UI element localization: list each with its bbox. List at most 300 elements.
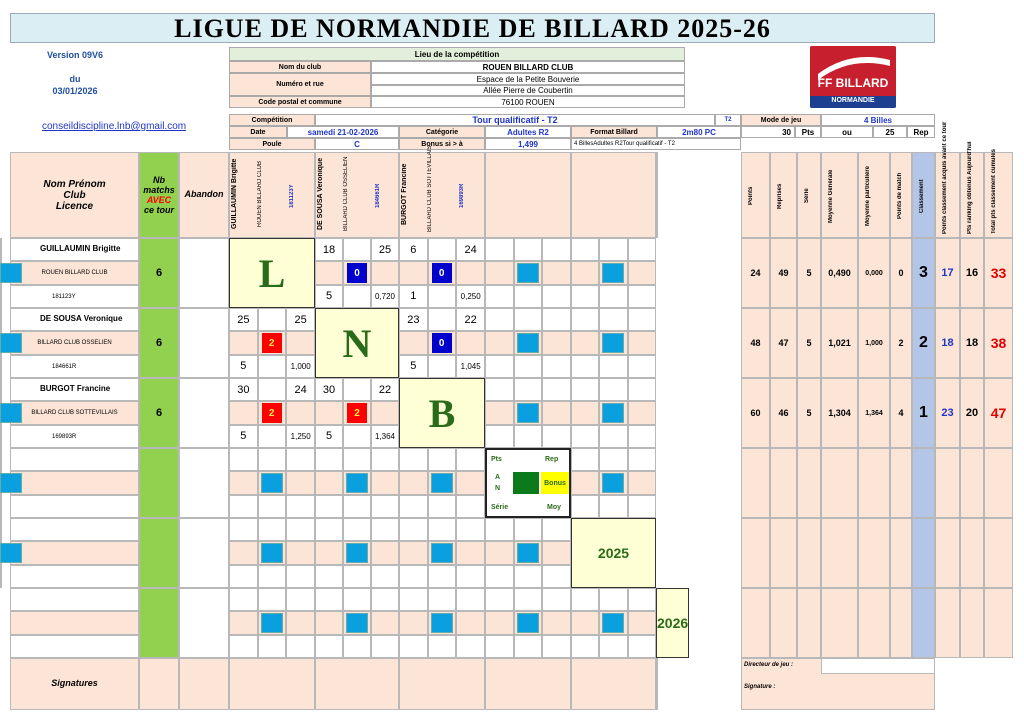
page-title: LIGUE DE NORMANDIE DE BILLARD 2025-26 [10,13,935,43]
opponent-club: BILLARD CLUB SOTTEVILLAIS [427,145,433,232]
score-square[interactable] [346,473,368,493]
signature-cell[interactable] [399,658,485,710]
match-cell [571,611,599,634]
match-cell [229,448,258,471]
match-cell [428,448,457,471]
match-cell [399,448,428,471]
match-cell [571,378,599,401]
abandon-header: Abandon [179,152,229,238]
match-cell [371,541,399,564]
opponent-licence: 181123Y [289,184,295,208]
stat-cell [797,518,821,588]
match-cell [371,495,399,518]
match-points: 30 [237,383,250,396]
match-cell [542,238,571,261]
legend-green-square [513,472,539,494]
email-link[interactable]: conseildiscipline.lnb@gmail.com [42,121,187,132]
opponent-club: BILLARD CLUB OSSELIEN [343,156,349,232]
player-name: BURGOT Francine [40,384,111,393]
match-cell [599,425,627,448]
nb-header-line: matchs [143,185,175,195]
match-reprises: 25 [294,313,307,326]
stat-cell [890,518,912,588]
match-cell [456,588,485,611]
match-cell [628,495,656,518]
match-cell [485,238,514,261]
score-square[interactable] [261,543,283,563]
match-cell [343,378,371,401]
match-cell [514,308,543,331]
stat-header: Série [804,188,810,204]
match-cell [399,261,428,284]
match-cell [0,448,2,471]
match-cell [485,378,514,401]
match-cell [599,285,627,308]
match-cell [514,565,543,588]
match-cell [542,331,571,354]
match-cell [456,565,485,588]
score-square[interactable] [602,473,624,493]
match-cell [315,541,343,564]
match-cell [315,471,343,494]
name-cell [10,518,139,541]
match-cell [399,588,428,611]
opponent-header [571,152,656,238]
match-cell [428,495,457,518]
match-cell [485,261,514,284]
nb-matchs-value: 6 [155,267,163,279]
stat-cell [935,588,960,658]
match-cell [571,238,599,261]
match-cell [258,565,287,588]
nb-matchs-cell [139,448,179,518]
rue-label: Numéro et rue [229,73,371,96]
stat-cell [741,448,770,518]
stat-header-cell [770,152,797,238]
stat-value: 5 [806,408,812,418]
mode-value: 4 Billes [821,114,935,126]
match-cell [599,378,627,401]
match-reprises: 24 [464,243,477,256]
logo-text: FF BILLARD [817,76,889,90]
match-cell [399,471,428,494]
match-cell [0,425,2,448]
cat-value: Adultes R2 [485,126,571,138]
stat-header-cell [858,152,890,238]
diagonal-initial: L [229,238,315,308]
match-cell [371,401,399,424]
match-cell [258,355,287,378]
match-cell [399,541,428,564]
stat-value: 16 [965,267,979,279]
stat-cell [890,448,912,518]
stat-cell [821,588,858,658]
stat-value: 5 [806,268,812,278]
score-square[interactable] [517,333,539,353]
legend-pts: Pts [491,456,502,463]
comp-desc: 4 BillesAdultes R2Tour qualificatif - T2 [571,138,741,150]
match-cell [628,635,656,658]
match-cell [628,611,656,634]
document-date: 03/01/2026 [52,86,98,96]
score-square[interactable] [431,543,453,563]
stat-value: 49 [778,268,789,278]
nb-matchs-header [139,152,179,238]
match-cell [599,448,627,471]
match-cell [229,518,258,541]
match-cell [428,285,457,308]
match-cell [286,331,315,354]
match-cell [343,518,371,541]
stat-cell [960,518,984,588]
match-cell [485,635,514,658]
match-cell [628,308,656,331]
match-cell [0,518,2,541]
match-cell [286,401,315,424]
poule-label: Poule [229,138,315,150]
match-moyenne: 1,250 [290,431,311,441]
abandon-cell[interactable] [179,378,229,448]
match-cell [599,588,627,611]
signature-cell[interactable] [179,658,229,710]
match-cell [258,425,287,448]
signature-cell[interactable] [571,658,656,710]
match-cell [456,518,485,541]
opponent-licence: 184661R [375,183,381,209]
match-cell [485,541,514,564]
logo-sub: NORMANDIE [831,97,875,104]
stat-cell [960,448,984,518]
date-value: samedi 21-02-2026 [287,126,399,138]
signature-cell[interactable] [139,658,179,710]
match-cell [399,565,428,588]
match-cell [542,611,571,634]
match-cell [371,635,399,658]
match-points-de-match: 0 [347,263,367,283]
stat-value: 2 [898,338,904,348]
stat-value: 38 [990,335,1007,351]
match-cell [599,238,627,261]
stat-header: Points classement acquis avant ce tour [942,121,948,234]
name-cell [10,541,139,564]
stat-header: Moyenne Générale [828,169,834,223]
match-cell [399,611,428,634]
match-cell [258,495,287,518]
stat-cell [858,588,890,658]
stat-cell [984,518,1013,588]
signature-cell[interactable] [229,658,315,710]
match-cell [315,261,343,284]
opponent-name: DE SOUSA Veronique [317,157,324,231]
match-cell [343,238,371,261]
nb-matchs-cell [139,588,179,658]
score-square[interactable] [431,473,453,493]
match-serie: 5 [410,360,417,373]
match-cell [315,565,343,588]
score-square[interactable] [517,403,539,423]
comp-tag: T2 [715,114,741,126]
stat-header: Total pts classement cumulés [991,149,997,234]
score-square[interactable] [431,613,453,633]
ou-label: ou [821,126,873,138]
abandon-cell[interactable] [179,238,229,308]
player-club: ROUEN BILLARD CLUB [41,270,108,277]
stat-value: 17 [941,267,954,279]
match-cell [229,331,258,354]
score-square[interactable] [0,473,22,493]
match-cell [229,471,258,494]
score-square[interactable] [0,543,22,563]
name-cell [10,611,139,634]
stat-header: Points de match [897,172,903,220]
match-points-de-match: 2 [347,403,367,423]
score-square[interactable] [602,403,624,423]
match-cell [542,261,571,284]
match-points: 30 [322,383,336,396]
stat-value: 1,000 [865,339,883,347]
match-cell [485,565,514,588]
stat-value: 5 [806,338,812,348]
match-cell [599,355,627,378]
stat-value: 1,304 [828,408,851,418]
cat-label: Catégorie [399,126,485,138]
comp-label: Compétition [229,114,315,126]
match-reprises: 24 [294,383,307,396]
signature-label: Signature : [744,684,776,690]
match-cell [542,541,571,564]
match-cell [485,355,514,378]
rue-line-1: Espace de la Petite Bouverie [371,73,685,85]
match-cell [599,635,627,658]
comp-value: Tour qualificatif - T2 [315,114,715,126]
stat-cell [770,588,797,658]
match-cell [371,588,399,611]
match-cell [628,588,656,611]
diagonal-initial: N [315,308,399,378]
directeur-label: Directeur de jeu : [744,662,794,668]
nb-matchs-cell [139,518,179,588]
match-cell [258,588,287,611]
match-cell [229,541,258,564]
opponent-name: GUILLAUMIN Brigitte [231,158,238,230]
match-cell [571,355,599,378]
score-square[interactable] [0,403,22,423]
match-cell [343,425,371,448]
abandon-cell[interactable] [179,588,229,658]
match-cell [286,495,315,518]
nb-matchs-value: 6 [155,407,163,419]
club-label: Nom du club [229,61,371,73]
match-cell [286,541,315,564]
stat-value: 3 [919,264,928,281]
legend-serie: Série [491,504,509,511]
match-cell [371,471,399,494]
bonus-value: 1,499 [485,138,571,150]
match-cell [258,308,287,331]
signature-cell[interactable] [315,658,399,710]
legend-n: N [495,485,501,492]
name-cell [10,565,139,588]
match-cell [456,495,485,518]
match-cell [0,285,2,308]
rue-line-2: Allée Pierre de Coubertin [371,85,685,96]
match-cell [428,518,457,541]
match-cell [571,495,599,518]
score-square[interactable] [517,543,539,563]
directeur-input[interactable] [821,658,935,674]
signature-cell[interactable] [485,658,571,710]
stat-cell [770,448,797,518]
version-label: Version 09V6 [46,50,104,60]
score-square[interactable] [517,613,539,633]
match-cell [628,238,656,261]
abandon-cell[interactable] [179,448,229,518]
match-reprises: 22 [378,383,392,396]
stat-cell [821,448,858,518]
match-points-de-match: 2 [262,333,282,353]
match-cell [628,448,656,471]
match-cell [456,471,485,494]
name-cell [10,495,139,518]
score-square[interactable] [602,333,624,353]
stat-header-cell [741,152,770,238]
match-cell [343,588,371,611]
score-square[interactable] [261,613,283,633]
score-square[interactable] [0,263,22,283]
match-cell [514,518,543,541]
pts-value: 30 [741,126,795,138]
stat-value: 1,364 [865,409,883,417]
name-cell [10,588,139,611]
rep-label: Rep [907,126,935,138]
match-cell [229,401,258,424]
match-cell [628,261,656,284]
signature-cell[interactable] [656,658,658,710]
match-cell [542,565,571,588]
match-cell [628,355,656,378]
legend-bonus: Bonus [541,472,569,494]
match-cell [258,378,287,401]
match-points: 6 [410,243,417,256]
stat-cell [797,588,821,658]
nb-matchs-value: 6 [155,337,163,349]
player-name: DE SOUSA Veronique [40,314,123,323]
score-square[interactable] [602,613,624,633]
match-cell [315,518,343,541]
match-cell [286,518,315,541]
match-cell [371,261,399,284]
stat-cell [912,518,935,588]
match-cell [571,285,599,308]
match-cell [542,635,571,658]
match-cell [399,518,428,541]
player-club: BILLARD CLUB SOTTEVILLAIS [31,410,118,417]
stat-value: 2 [919,334,928,351]
match-cell [628,285,656,308]
stat-cell [741,518,770,588]
name-cell [10,635,139,658]
nb-header-line: Nb [153,175,165,185]
club-value: ROUEN BILLARD CLUB [371,61,685,73]
match-points-de-match: 0 [432,333,452,353]
match-cell [514,238,543,261]
stat-header-cell [984,149,1013,238]
match-cell [0,355,2,378]
match-cell [571,401,599,424]
signatures-label: Signatures [51,678,98,688]
nb-header-line: ce tour [143,205,174,215]
stat-value: 24 [750,268,761,278]
name-cell [10,448,139,471]
score-square[interactable] [0,333,22,353]
stat-header: Reprises [777,183,783,209]
match-cell [485,331,514,354]
format-value: 2m80 PC [657,126,741,138]
match-cell [315,635,343,658]
stat-header: Moyenne particulière [865,165,871,227]
match-cell [485,518,514,541]
pts-label: Pts [795,126,821,138]
opponent-header [229,152,315,238]
player-licence: 181123Y [52,293,76,300]
match-cell [343,448,371,471]
cp-label: Code postal et commune [229,96,371,108]
match-cell [571,448,599,471]
match-cell [286,588,315,611]
match-cell [485,588,514,611]
match-cell [514,355,543,378]
score-square[interactable] [346,613,368,633]
score-square[interactable] [602,263,624,283]
match-cell [628,331,656,354]
abandon-cell[interactable] [179,518,229,588]
stat-cell [770,518,797,588]
stat-cell [984,448,1013,518]
stat-value: 47 [990,405,1007,421]
match-serie: 1 [410,290,417,303]
cp-value: 76100 ROUEN [371,96,685,108]
match-reprises: 22 [464,313,477,326]
match-cell [428,308,457,331]
stat-header: Points [748,186,754,206]
stat-value: 60 [750,408,761,418]
match-moyenne: 0,250 [460,291,481,301]
nb-header-line: AVEC [146,195,172,205]
player-licence: 169893R [52,433,77,440]
stat-value: 20 [965,407,979,419]
player-club: BILLARD CLUB OSSELIEN [37,340,112,347]
stat-header-cell [821,152,858,238]
match-cell [371,565,399,588]
score-square[interactable] [346,543,368,563]
match-points: 23 [407,313,420,326]
score-square[interactable] [517,263,539,283]
abandon-cell[interactable] [179,308,229,378]
stat-value: 18 [965,337,979,349]
match-cell [456,541,485,564]
stat-value: 1 [919,404,928,421]
match-cell [315,448,343,471]
match-cell [315,401,343,424]
match-cell [428,238,457,261]
stat-header: Pts ranking obtenus Aujourd'hui [967,141,973,234]
lieu-header: Lieu de la compétition [229,47,685,61]
score-square[interactable] [261,473,283,493]
match-cell [514,285,543,308]
match-cell [456,635,485,658]
match-cell [286,565,315,588]
match-cell [399,635,428,658]
